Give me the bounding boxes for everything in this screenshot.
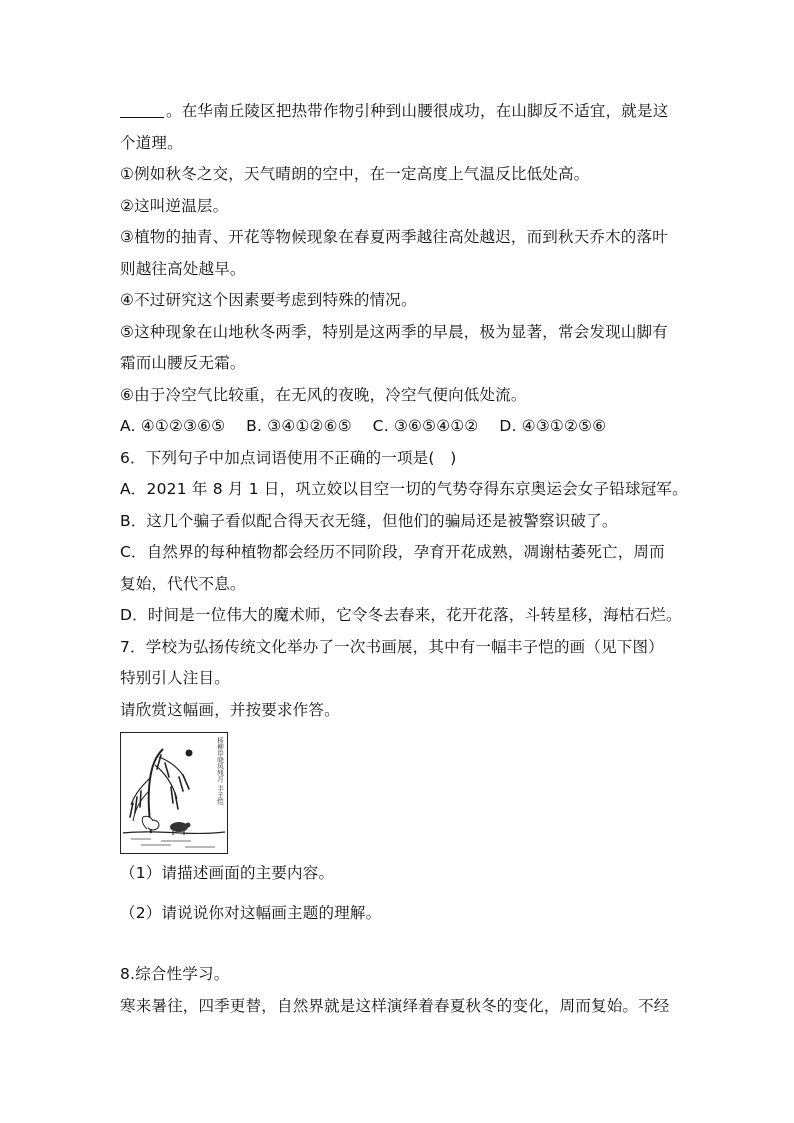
sentence-4: ④不过研究这个因素要考虑到特殊的情况。: [120, 291, 417, 309]
moon-icon: [186, 750, 193, 757]
question-7-stem-line-1: 7．学校为弘扬传统文化举办了一次书画展，其中有一幅丰子恺的画（见下图）: [120, 637, 664, 656]
answer-blank[interactable]: [120, 101, 164, 118]
question-8-text: 寒来暑往，四季更替，自然界就是这样演绎着春夏秋冬的变化，周而复始。不经: [120, 996, 670, 1015]
sentence-3-line-2: 则越往高处越早。: [120, 259, 246, 278]
question-6-option-a: A．2021 年 8 月 1 日，巩立姣以目空一切的气势夺得东京奥运会女子铅球冠军。: [120, 480, 688, 498]
feng-zikai-painting: [120, 732, 228, 854]
painting-illustration: [121, 733, 227, 853]
question-7-sub-1: （1）请描述画面的主要内容。: [120, 864, 335, 882]
question-8-title: 8.综合性学习。: [120, 965, 230, 983]
question-7-instruction: 请欣赏这幅画，并按要求作答。: [120, 700, 340, 719]
question-7-sub-2: （2）请说说你对这幅画主题的理解。: [120, 903, 382, 922]
sentence-1: ①例如秋冬之交，天气晴朗的空中，在一定高度上气温反比低处高。: [120, 165, 590, 183]
painting-caption: 杨柳岸晓风残月 丰子恺: [216, 737, 224, 805]
question-6-option-c-line-1: C．自然界的每种植物都会经历不同阶段，孕育开花成熟，凋谢枯萎死亡，周而: [120, 543, 665, 561]
sentence-5-line-2: 霜而山腰反无霜。: [120, 354, 246, 372]
sentence-2: ②这叫逆温层。: [120, 196, 229, 215]
passage-line-1: 。在华南丘陵区把热带作物引种到山腰很成功，在山脚反不适宜，就是这: [120, 96, 680, 128]
question-6-stem: 6．下列句子中加点词语使用不正确的一项是( ): [120, 448, 457, 467]
question-6-option-c-line-2: 复始，代代不息。: [120, 574, 246, 593]
exam-page: [120, 96, 688, 1022]
question-6-option-b: B．这几个骗子看似配合得天衣无缝，但他们的骗局还是被警察识破了。: [120, 511, 618, 530]
question-5-options: A. ④①②③⑥⑤ B. ③④①②⑥⑤ C. ③⑥⑤④①② D. ④③①②⑤⑥: [120, 417, 607, 435]
sentence-5-line-1: ⑤这种现象在山地秋冬两季，特别是这两季的早晨，极为显著，常会发现山脚有: [120, 322, 668, 341]
passage-line-2: 个道理。: [120, 133, 183, 152]
sentence-3-line-1: ③植物的抽青、开花等物候现象在春夏两季越往高处越迟，而到秋天乔木的落叶: [120, 228, 668, 246]
question-6-option-d: D．时间是一位伟大的魔术师，它令冬去春来，花开花落，斗转星移，海枯石烂。: [120, 606, 682, 624]
sentence-6: ⑥由于冷空气比较重，在无风的夜晚，冷空气便向低处流。: [120, 385, 527, 404]
question-7-stem-line-2: 特别引人注目。: [120, 669, 230, 687]
